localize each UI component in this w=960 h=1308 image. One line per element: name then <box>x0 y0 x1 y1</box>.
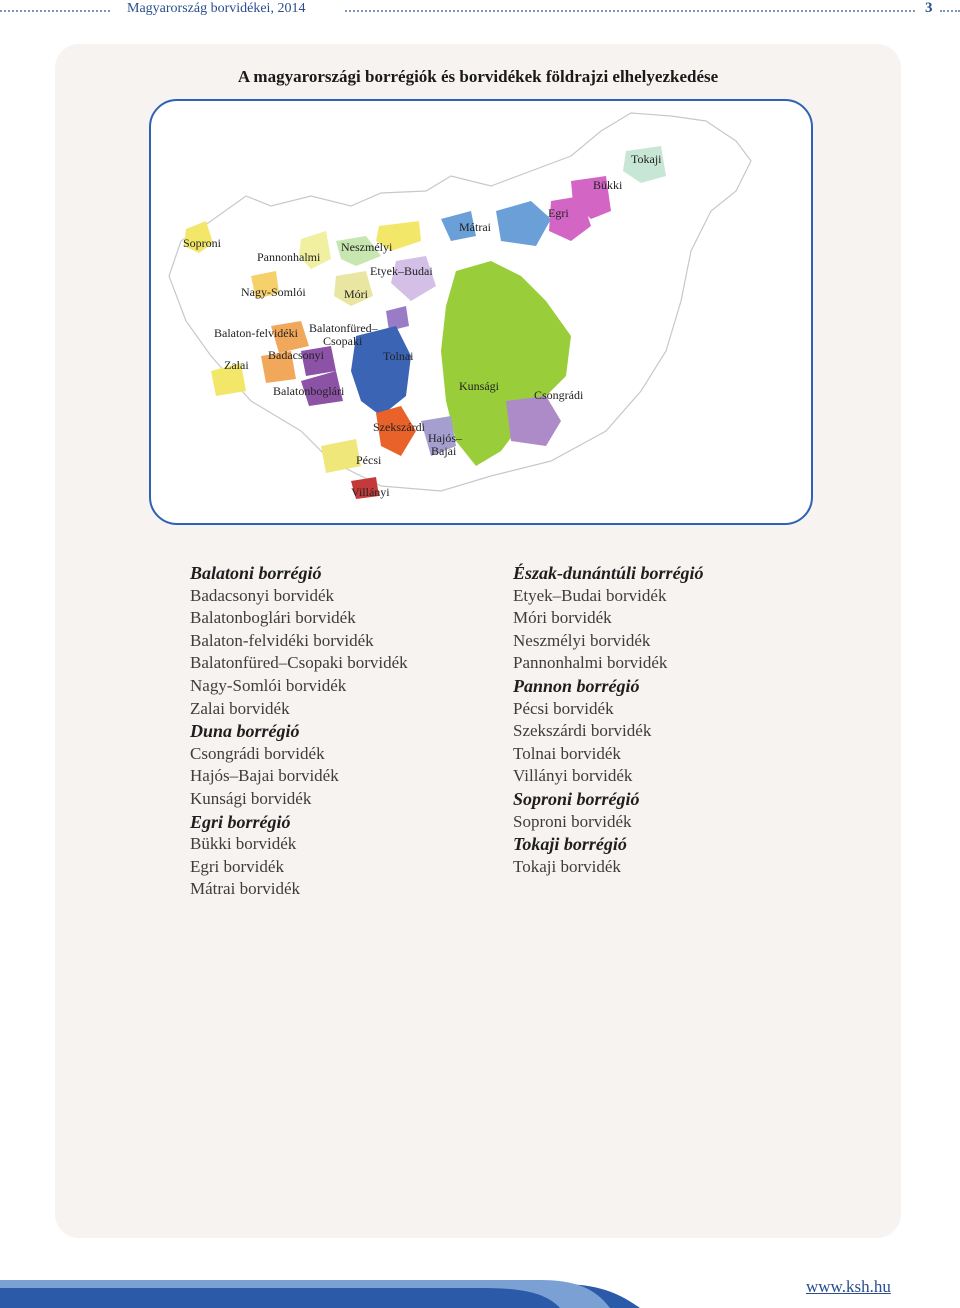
wine-district-item: Szekszárdi borvidék <box>513 721 652 741</box>
wine-region-heading: Tokaji borrégió <box>513 834 627 855</box>
label-etyek-budai: Etyek–Budai <box>370 264 433 278</box>
header-dots-left <box>0 10 110 12</box>
label-balatonfured-1: Balatonfüred– <box>309 321 378 335</box>
label-balatonboglari: Balatonboglári <box>273 384 345 398</box>
wine-district-item: Nagy-Somlói borvidék <box>190 675 347 695</box>
wine-district-item: Egri borvidék <box>190 856 284 876</box>
label-pecsi: Pécsi <box>356 453 382 467</box>
wine-district-item: Móri borvidék <box>513 608 612 628</box>
wine-district-item: Balaton-felvidéki borvidék <box>190 630 374 650</box>
wine-region-list-left <box>190 562 408 901</box>
wine-district-item: Pannonhalmi borvidék <box>513 653 668 673</box>
wine-map <box>151 101 811 523</box>
wine-district-item: Mátrai borvidék <box>190 879 300 899</box>
label-bukki: Bükki <box>593 178 623 192</box>
label-zalai: Zalai <box>224 358 249 372</box>
label-tokaji: Tokaji <box>631 152 662 166</box>
wine-district-item: Balatonboglári borvidék <box>190 608 356 628</box>
wine-region-heading: Duna borrégió <box>190 721 300 742</box>
region-pecsi <box>321 439 361 473</box>
label-soproni: Soproni <box>183 236 222 250</box>
label-villanyi: Villányi <box>351 485 390 499</box>
wine-region-list-right <box>513 562 704 878</box>
wine-district-item: Soproni borvidék <box>513 811 632 831</box>
wine-region-heading: Pannon borrégió <box>513 675 640 696</box>
label-hajos-2: Bajai <box>431 444 457 458</box>
region-mori-2 <box>386 306 409 331</box>
label-szekszardi: Szekszárdi <box>373 420 425 434</box>
region-etyek-2 <box>391 256 436 301</box>
label-tolnai: Tolnai <box>383 349 414 363</box>
wine-region-heading: Egri borrégió <box>190 811 291 832</box>
label-badacsonyi: Badacsonyi <box>268 348 324 362</box>
website-link[interactable]: www.ksh.hu <box>806 1277 891 1296</box>
label-pannonhalmi: Pannonhalmi <box>257 250 321 264</box>
label-hajos-1: Hajós– <box>428 431 462 445</box>
region-csongradi <box>506 396 561 446</box>
label-mori: Móri <box>344 287 368 301</box>
wine-district-item: Csongrádi borvidék <box>190 743 325 763</box>
wine-district-item: Tolnai borvidék <box>513 743 621 763</box>
wine-district-item: Balatonfüred–Csopaki borvidék <box>190 653 408 673</box>
wine-district-item: Tokaji borvidék <box>513 856 621 876</box>
wine-district-item: Pécsi borvidék <box>513 698 614 718</box>
running-title: Magyarország borvidékei, 2014 <box>127 1 306 16</box>
wine-district-item: Etyek–Budai borvidék <box>513 585 667 605</box>
header-dots-middle <box>345 10 915 12</box>
wine-district-item: Neszmélyi borvidék <box>513 630 651 650</box>
wine-region-heading: Soproni borrégió <box>513 788 640 809</box>
wine-district-item: Kunsági borvidék <box>190 788 312 808</box>
region-matrai <box>496 201 551 246</box>
map-frame <box>149 99 813 525</box>
label-kunsagi: Kunsági <box>459 379 499 393</box>
wine-district-item: Hajós–Bajai borvidék <box>190 766 339 786</box>
label-balatonfured-2: Csopaki <box>323 334 363 348</box>
wine-district-item: Villányi borvidék <box>513 766 633 786</box>
page-number: 3 <box>925 0 933 16</box>
wine-region-heading: Balatoni borrégió <box>190 563 322 583</box>
label-csongradi: Csongrádi <box>534 388 584 402</box>
wine-district-item: Badacsonyi borvidék <box>190 585 334 605</box>
label-nagy-somloi: Nagy-Somlói <box>241 285 306 299</box>
wine-district-item: Bükki borvidék <box>190 834 297 854</box>
wine-district-item: Zalai borvidék <box>190 698 290 718</box>
header-dots-right <box>940 10 960 12</box>
label-balaton-felvideki: Balaton-felvidéki <box>214 326 298 340</box>
running-header <box>0 0 960 20</box>
label-neszmelyi: Neszmélyi <box>341 240 393 254</box>
map-title: A magyarországi borrégiók és borvidékek földrajzi elhelyezkedése <box>237 67 719 86</box>
label-egri: Egri <box>548 206 569 220</box>
wine-region-heading: Észak-dunántúli borrégió <box>513 563 704 583</box>
label-matrai: Mátrai <box>459 220 491 234</box>
